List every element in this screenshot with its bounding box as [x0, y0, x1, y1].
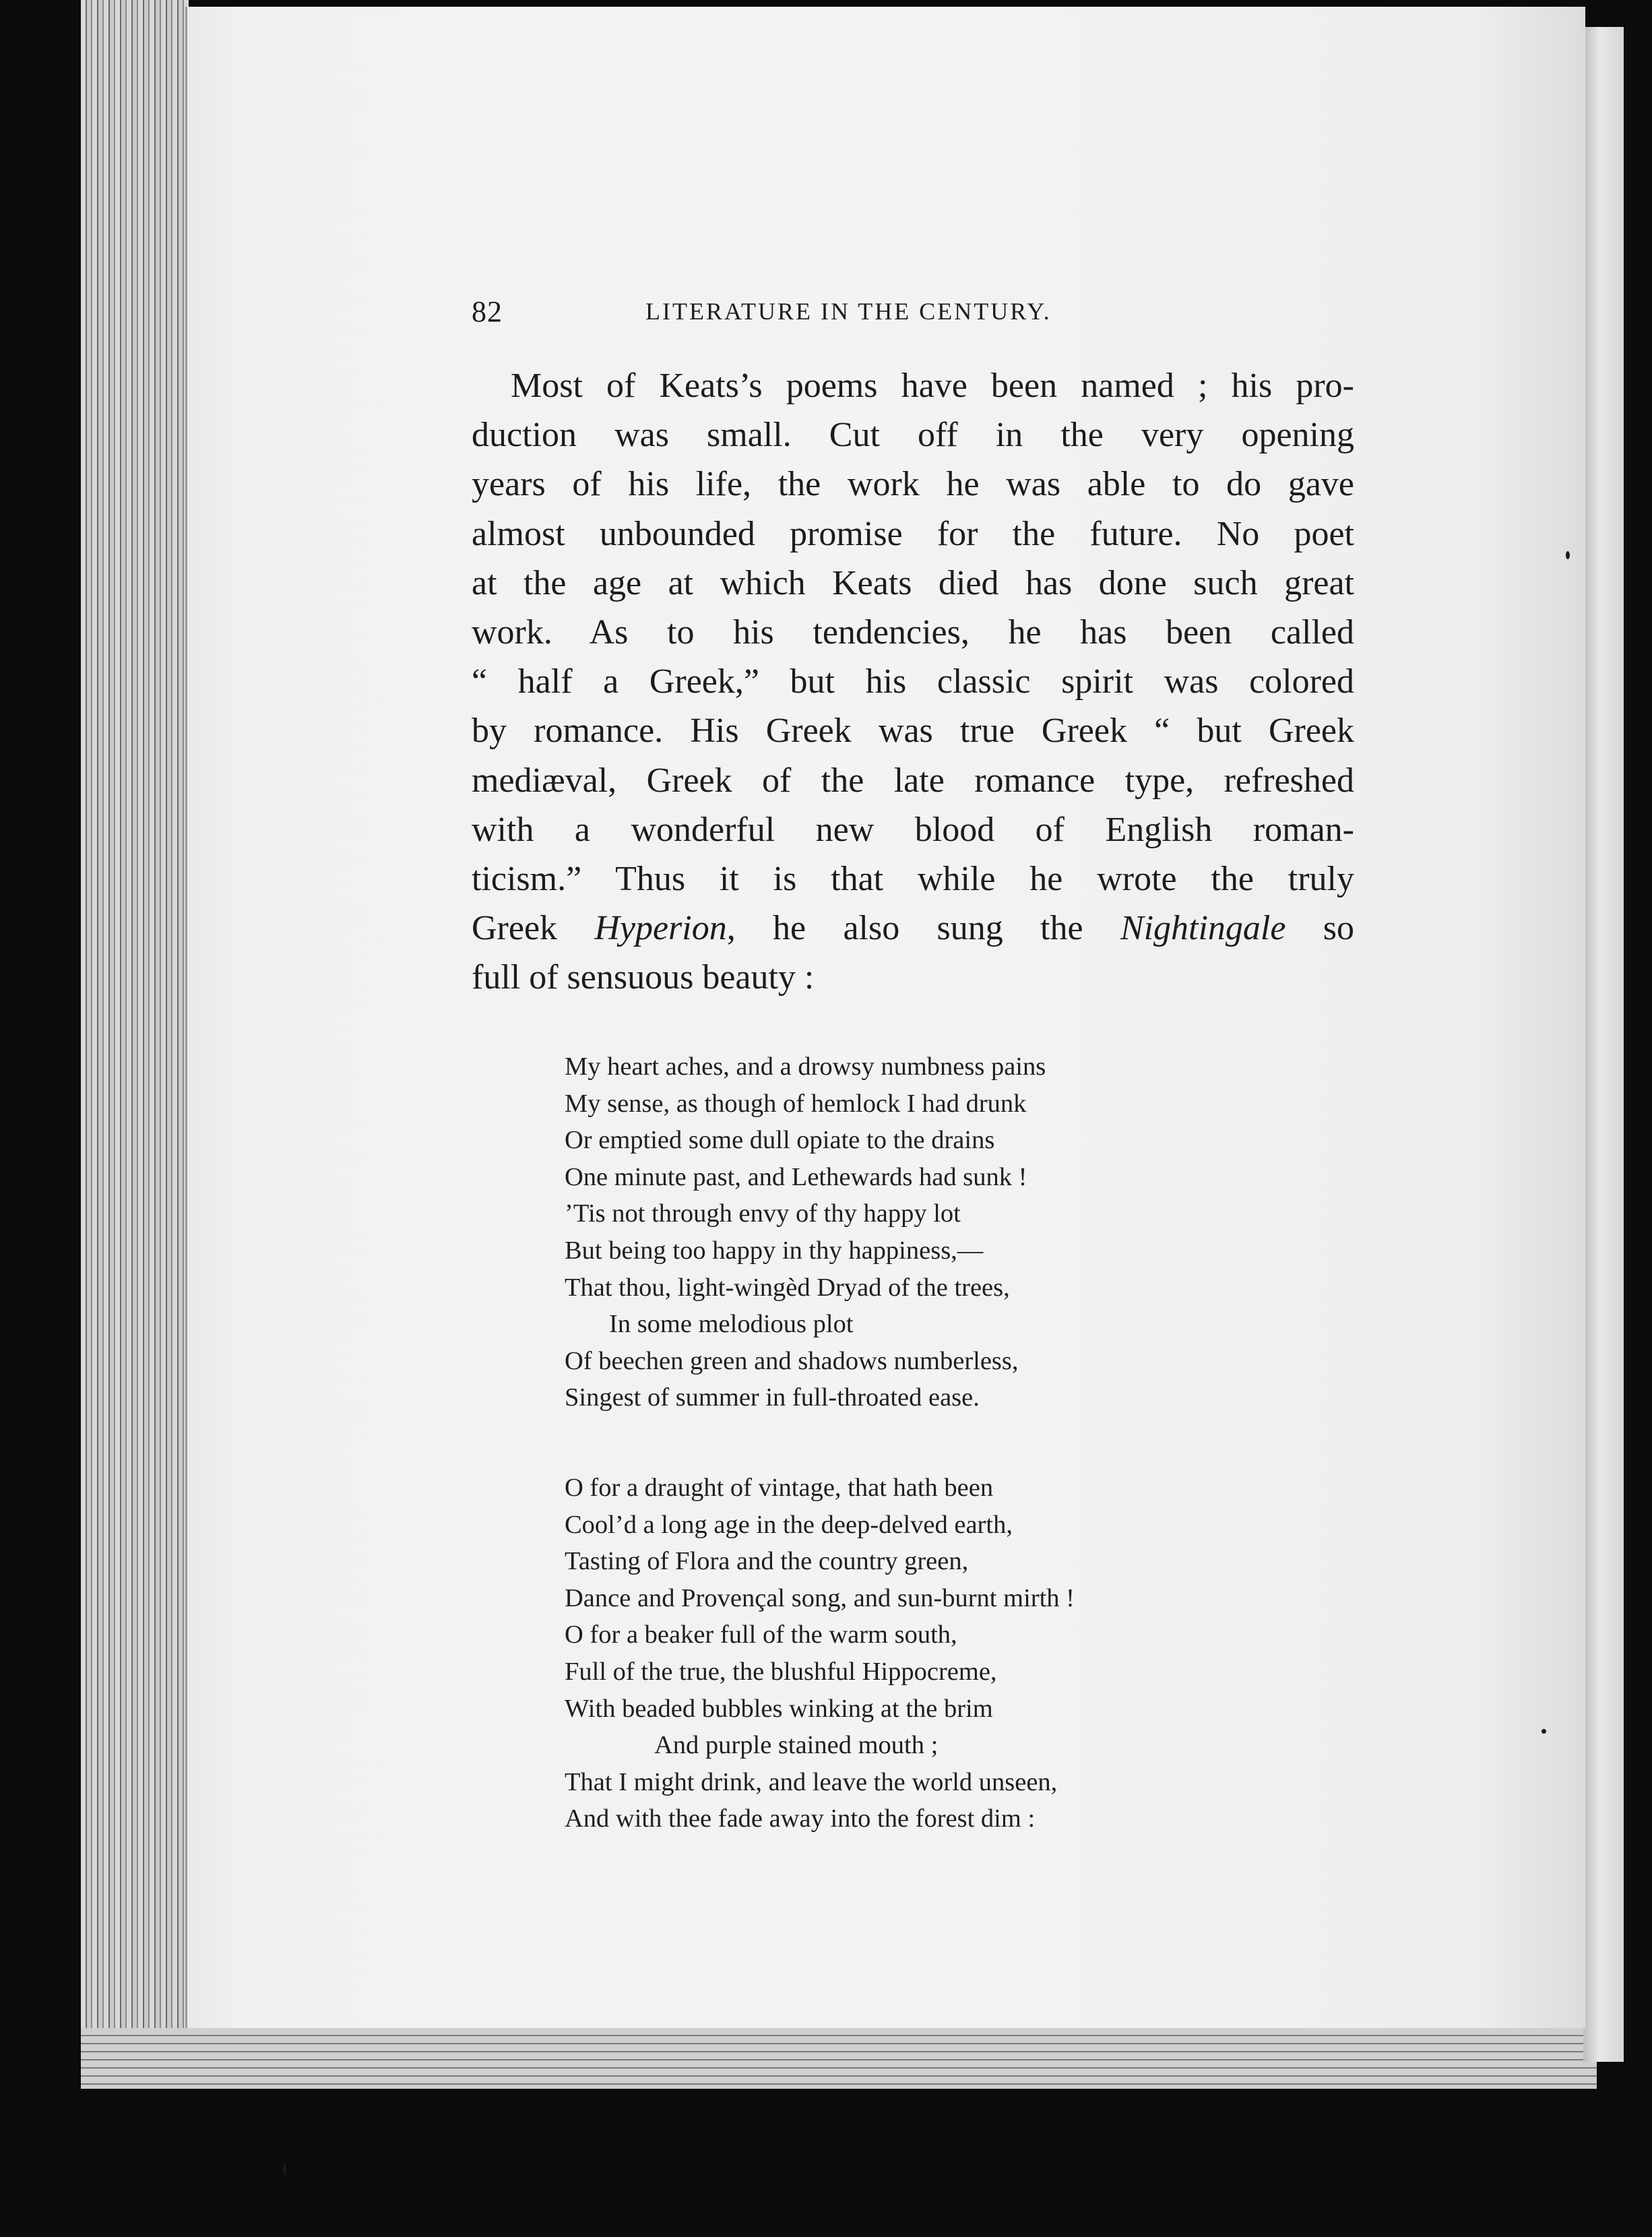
verse-line: But being too happy in thy happiness,—	[565, 1236, 984, 1265]
scan-background-right	[1624, 0, 1652, 2237]
poem-title-nightingale: Nightingale	[1120, 909, 1286, 948]
verse-line: With beaded bubbles winking at the brim	[565, 1694, 993, 1723]
page-number: 82	[472, 295, 503, 328]
verse-line: Tasting of Flora and the country green,	[565, 1547, 969, 1576]
paragraph-line: almost unbounded promise for the future. No poet	[472, 514, 1354, 553]
scan-speck	[283, 2164, 286, 2175]
verse-line: My sense, as though of hemlock I had drunk	[565, 1089, 1027, 1118]
poem-stanza-1	[565, 1048, 1046, 1416]
verse-line: O for a draught of vintage, that hath been	[565, 1474, 994, 1502]
poem-title-hyperion: Hyperion	[594, 909, 727, 948]
verse-line: Full of the true, the blushful Hippocreme,	[565, 1657, 997, 1686]
verse-line: Or emptied some dull opiate to the drains	[565, 1126, 995, 1155]
paragraph-line: duction was small. Cut off in the very opening	[472, 416, 1354, 455]
verse-line: One minute past, and Lethewards had sunk !	[565, 1162, 1027, 1191]
page-edges-left	[81, 0, 189, 2089]
verse-line: And purple stained mouth ;	[654, 1731, 939, 1760]
running-head: LITERATURE IN THE CENTURY.	[645, 298, 1052, 325]
line-text: , he also sung the	[726, 909, 1120, 948]
paragraph-line: at the age at which Keats died has done such great	[472, 563, 1354, 602]
line-text: Greek	[472, 909, 595, 948]
verse-line: My heart aches, and a drowsy numbness pains	[565, 1052, 1046, 1081]
verse-line: Singest of summer in full-throated ease.	[565, 1383, 980, 1412]
verse-line: And with thee fade away into the forest dim :	[565, 1804, 1036, 1833]
verse-line: In some melodious plot	[609, 1310, 854, 1339]
verse-line: Dance and Provençal song, and sun-burnt mirth !	[565, 1583, 1075, 1612]
paragraph-line: mediæval, Greek of the late romance type, refreshed	[472, 761, 1354, 800]
verse-line: Cool’d a long age in the deep-delved earth,	[565, 1510, 1013, 1539]
paragraph-line: full of sensuous beauty :	[472, 958, 815, 997]
verse-line: Of beechen green and shadows numberless,	[565, 1346, 1019, 1375]
paragraph-line: “ half a Greek,” but his classic spirit was colored	[472, 662, 1354, 701]
poem-stanza-2	[565, 1470, 1075, 1837]
verse-line: That I might drink, and leave the world unseen,	[565, 1767, 1058, 1796]
verse-line: ’Tis not through envy of thy happy lot	[565, 1199, 961, 1228]
paragraph-line: ticism.” Thus it is that while he wrote the truly	[472, 859, 1354, 898]
scan-speck	[1566, 551, 1570, 559]
body-paragraph	[472, 361, 1354, 1002]
verse-line: That thou, light-wingèd Dryad of the trees,	[565, 1273, 1010, 1302]
paragraph-line: work. As to his tendencies, he has been called	[472, 612, 1354, 652]
page-header	[472, 294, 1186, 335]
paragraph-line: with a wonderful new blood of English roman-	[472, 810, 1354, 849]
line-text: so	[1285, 909, 1354, 948]
page-edges-bottom	[81, 2028, 1597, 2089]
page-edge-right	[1583, 27, 1624, 2062]
scan-speck	[1542, 1729, 1546, 1734]
verse-line: O for a beaker full of the warm south,	[565, 1620, 957, 1649]
paragraph-line: Most of Keats’s poems have been named ; his pro-	[511, 367, 1354, 405]
paragraph-line: by romance. His Greek was true Greek “ but Greek	[472, 712, 1354, 751]
paragraph-line: years of his life, the work he was able to do gave	[472, 465, 1354, 504]
paragraph-line-with-titles	[472, 904, 1354, 953]
